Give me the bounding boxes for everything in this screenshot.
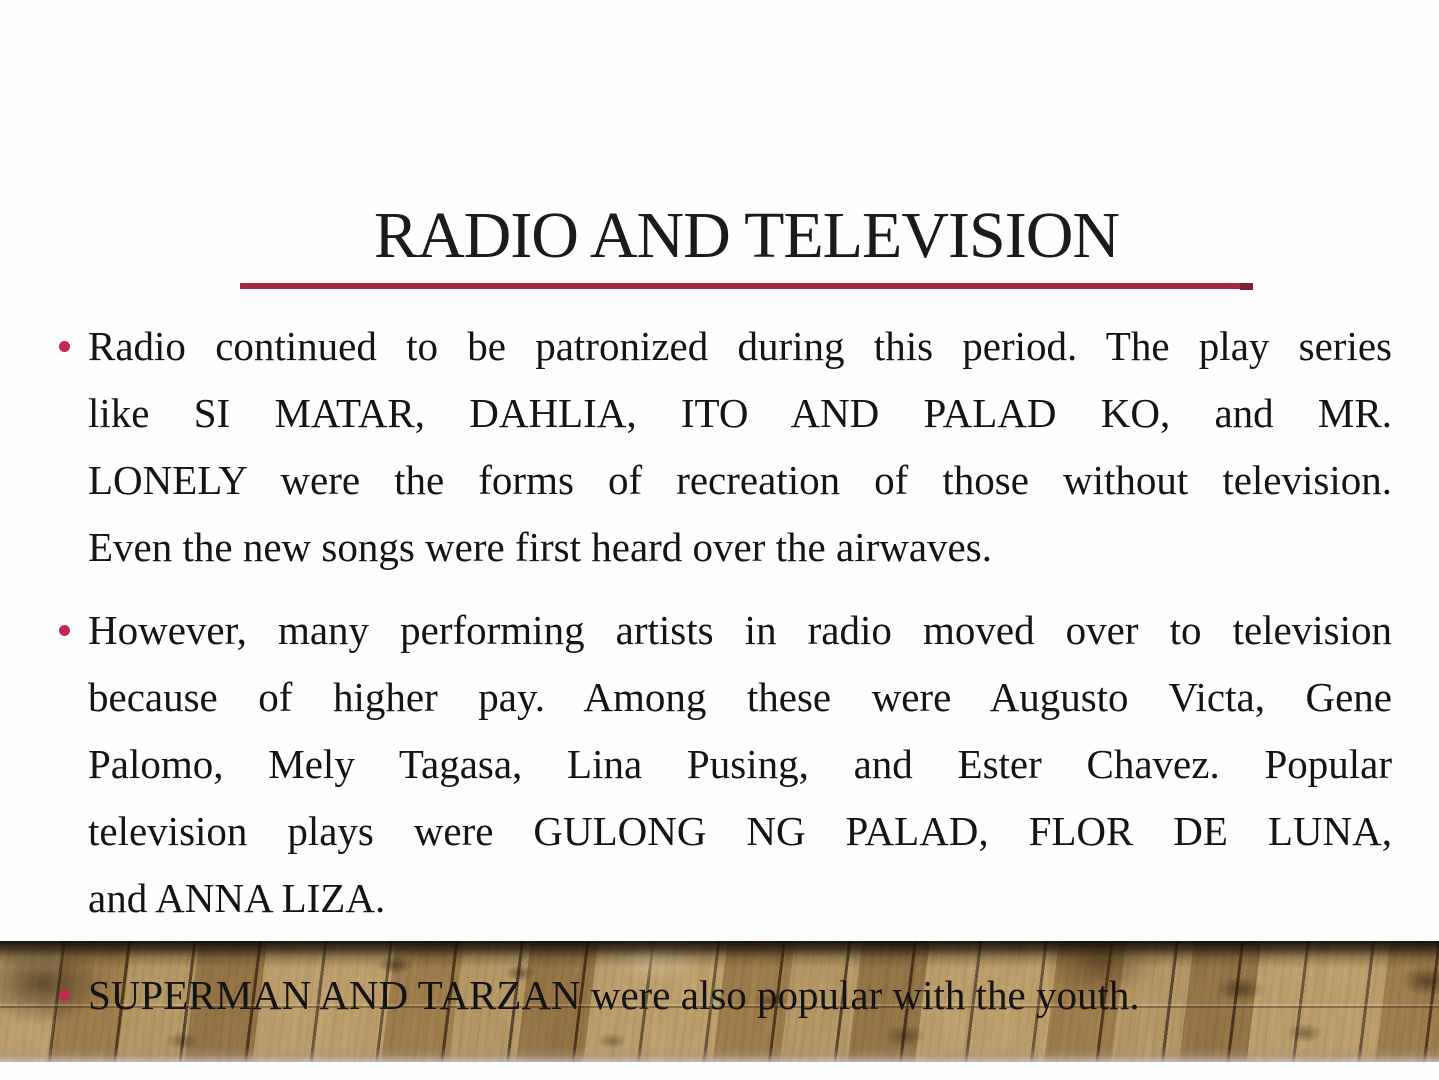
- bullet-item: [88, 597, 1392, 932]
- bullet-line: and ANNA LIZA.: [88, 875, 386, 921]
- bullet-item: [88, 962, 1392, 1029]
- bullet-item: [88, 313, 1392, 581]
- bullet-line: LONELY were the forms of recreation of those without television.: [88, 457, 1392, 503]
- bullet-line: because of higher pay. Among these were Augusto Victa, Gene: [88, 674, 1392, 720]
- bullet-list: [88, 313, 1392, 1029]
- bullet-line: like SI MATAR, DAHLIA, ITO AND PALAD KO, and MR.: [88, 390, 1392, 436]
- title-underline-endcap: [1240, 283, 1253, 290]
- bullet-line: Radio continued to be patronized during this period. The play series: [88, 323, 1392, 369]
- bullet-line: Palomo, Mely Tagasa, Lina Pusing, and Ester Chavez. Popular: [88, 741, 1392, 787]
- bullet-line: However, many performing artists in radio moved over to television: [88, 607, 1392, 653]
- bullet-line: Even the new songs were first heard over the airwaves.: [88, 524, 992, 570]
- title-underline: [240, 283, 1253, 289]
- bullet-line: SUPERMAN AND TARZAN were also popular with the youth.: [88, 972, 1140, 1018]
- slide-title: RADIO AND TELEVISION: [373, 199, 1120, 272]
- bullet-line: television plays were GULONG NG PALAD, FLOR DE LUNA,: [88, 808, 1392, 854]
